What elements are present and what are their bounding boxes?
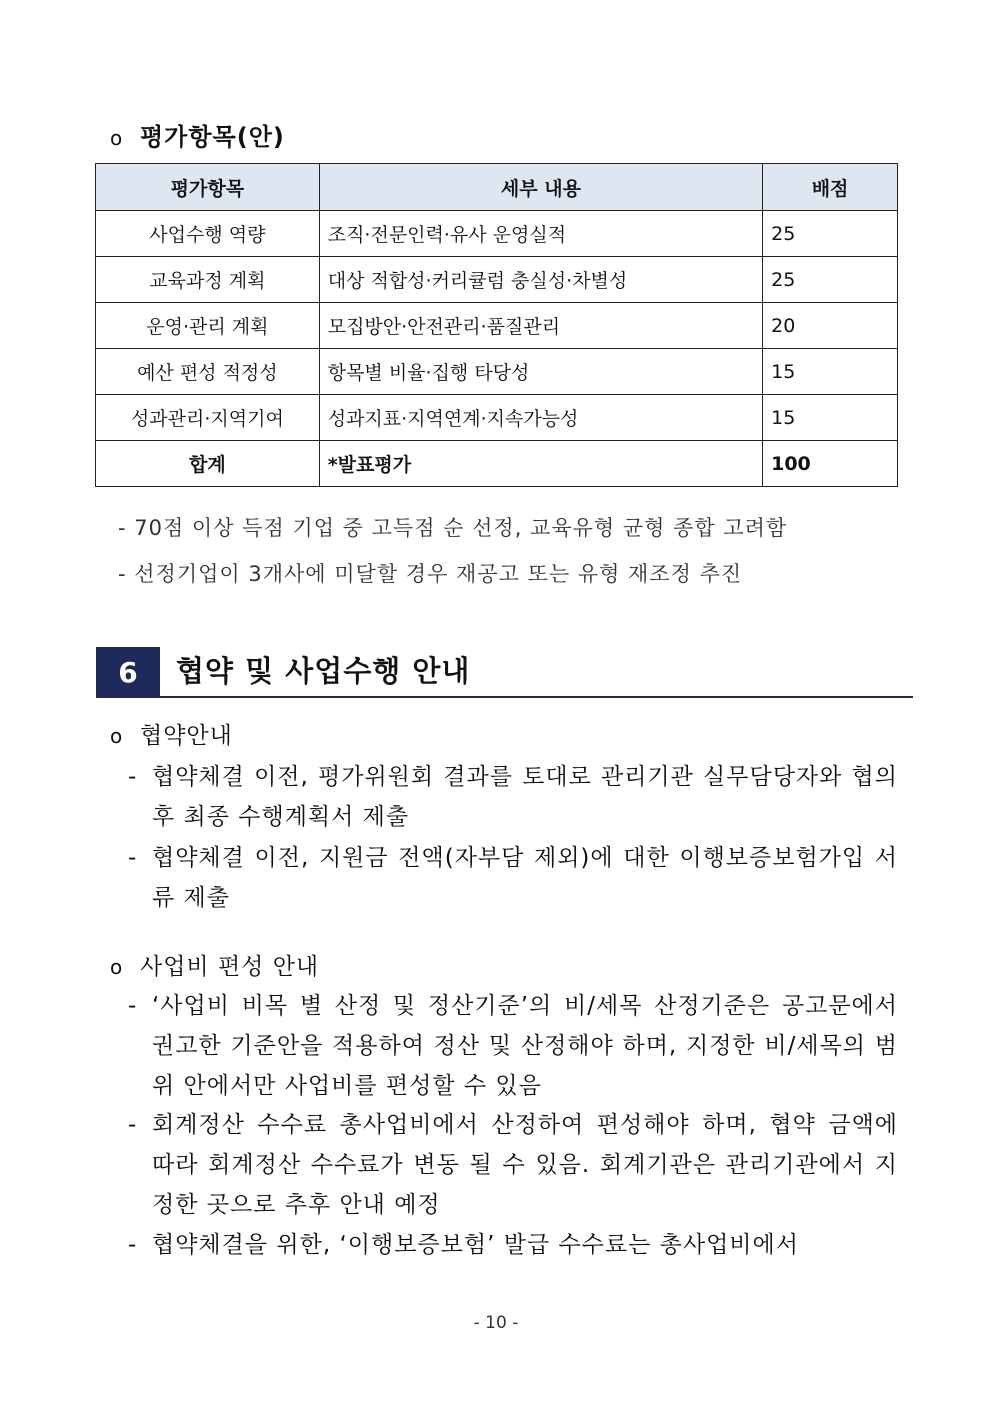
dash-marker: - bbox=[128, 1112, 138, 1138]
table-row bbox=[96, 395, 898, 441]
note-line: - 선정기업이 3개사에 미달할 경우 재공고 또는 유형 재조정 추진 bbox=[118, 562, 743, 586]
table-total-row bbox=[96, 441, 898, 487]
header-cell: 평가항목 bbox=[96, 164, 320, 211]
table-cell: 조직·전문인력·유사 운영실적 bbox=[319, 211, 762, 257]
list-item bbox=[128, 1105, 898, 1225]
total-score-cell: 100 bbox=[763, 441, 898, 487]
table-row bbox=[96, 211, 898, 257]
list-item bbox=[128, 1225, 898, 1265]
table-cell: 교육과정 계획 bbox=[96, 257, 320, 303]
list-item-text: 협약체결 이전, 평가위원회 결과를 토대로 관리기관 실무담당자와 협의 후 최종 수행계획서 제출 bbox=[152, 764, 898, 830]
dash-marker: - bbox=[128, 993, 138, 1019]
table-cell: 사업수행 역량 bbox=[96, 211, 320, 257]
dash-marker: - bbox=[128, 845, 138, 871]
table-cell: 25 bbox=[763, 257, 898, 303]
list-item bbox=[128, 838, 898, 918]
header-cell: 세부 내용 bbox=[319, 164, 762, 211]
list-item-text: 회계정산 수수료 총사업비에서 산정하여 편성해야 하며, 협약 금액에 따라 회계정산 수수료가 변동 될 수 있음. 회계기관은 관리기관에서 지정한 곳으로 추후 안내 예정 bbox=[152, 1112, 898, 1218]
circle-bullet-icon: o bbox=[110, 126, 124, 150]
table-row bbox=[96, 303, 898, 349]
section-number-badge: 6 bbox=[96, 647, 160, 697]
table-cell: 25 bbox=[763, 211, 898, 257]
table-cell: 모집방안·안전관리·품질관리 bbox=[319, 303, 762, 349]
table-cell: 대상 적합성·커리큘럼 충실성·차별성 bbox=[319, 257, 762, 303]
list-item-text: 협약체결 이전, 지원금 전액(자부담 제외)에 대한 이행보증보험가입 서류 제출 bbox=[152, 845, 898, 911]
sub-heading-text: 사업비 편성 안내 bbox=[140, 954, 320, 980]
list-item bbox=[128, 757, 898, 837]
eval-heading bbox=[110, 117, 285, 152]
table-cell: 20 bbox=[763, 303, 898, 349]
total-label-cell: 합계 bbox=[96, 441, 320, 487]
circle-bullet-icon: o bbox=[110, 724, 124, 748]
list-item-text: 협약체결을 위한, ‘이행보증보험’ 발급 수수료는 총사업비에서 bbox=[152, 1232, 799, 1258]
eval-heading-text: 평가항목(안) bbox=[140, 123, 285, 151]
sub-heading-text: 협약안내 bbox=[140, 723, 233, 749]
total-note-cell: *발표평가 bbox=[319, 441, 762, 487]
table-cell: 성과지표·지역연계·지속가능성 bbox=[319, 395, 762, 441]
evaluation-table bbox=[95, 163, 898, 487]
table-row bbox=[96, 257, 898, 303]
table-cell: 예산 편성 적정성 bbox=[96, 349, 320, 395]
circle-bullet-icon: o bbox=[110, 955, 124, 979]
note-line: - 70점 이상 득점 기업 중 고득점 순 선정, 교육유형 균형 종합 고려함 bbox=[118, 516, 788, 540]
list-item-text: ‘사업비 비목 별 산정 및 정산기준’의 비/세목 산정기준은 공고문에서 권고한 기준안을 적용하여 정산 및 산정해야 하며, 지정한 비/세목의 범위 안에서만 사업비를 편성할 수 있음 bbox=[152, 993, 898, 1099]
table-header-row bbox=[96, 164, 898, 211]
dash-marker: - bbox=[128, 1232, 138, 1258]
table-cell: 항목별 비율·집행 타당성 bbox=[319, 349, 762, 395]
section-divider bbox=[96, 696, 913, 698]
table-row bbox=[96, 349, 898, 395]
section-title: 협약 및 사업수행 안내 bbox=[176, 654, 471, 688]
table-cell: 15 bbox=[763, 349, 898, 395]
dash-marker: - bbox=[128, 764, 138, 790]
table-cell: 성과관리·지역기여 bbox=[96, 395, 320, 441]
sub-heading-budget bbox=[110, 948, 319, 981]
page-number: - 10 - bbox=[473, 1313, 519, 1333]
header-cell: 배점 bbox=[763, 164, 898, 211]
table-cell: 운영·관리 계획 bbox=[96, 303, 320, 349]
table-cell: 15 bbox=[763, 395, 898, 441]
list-item bbox=[128, 986, 898, 1106]
sub-heading-agreement bbox=[110, 717, 233, 750]
